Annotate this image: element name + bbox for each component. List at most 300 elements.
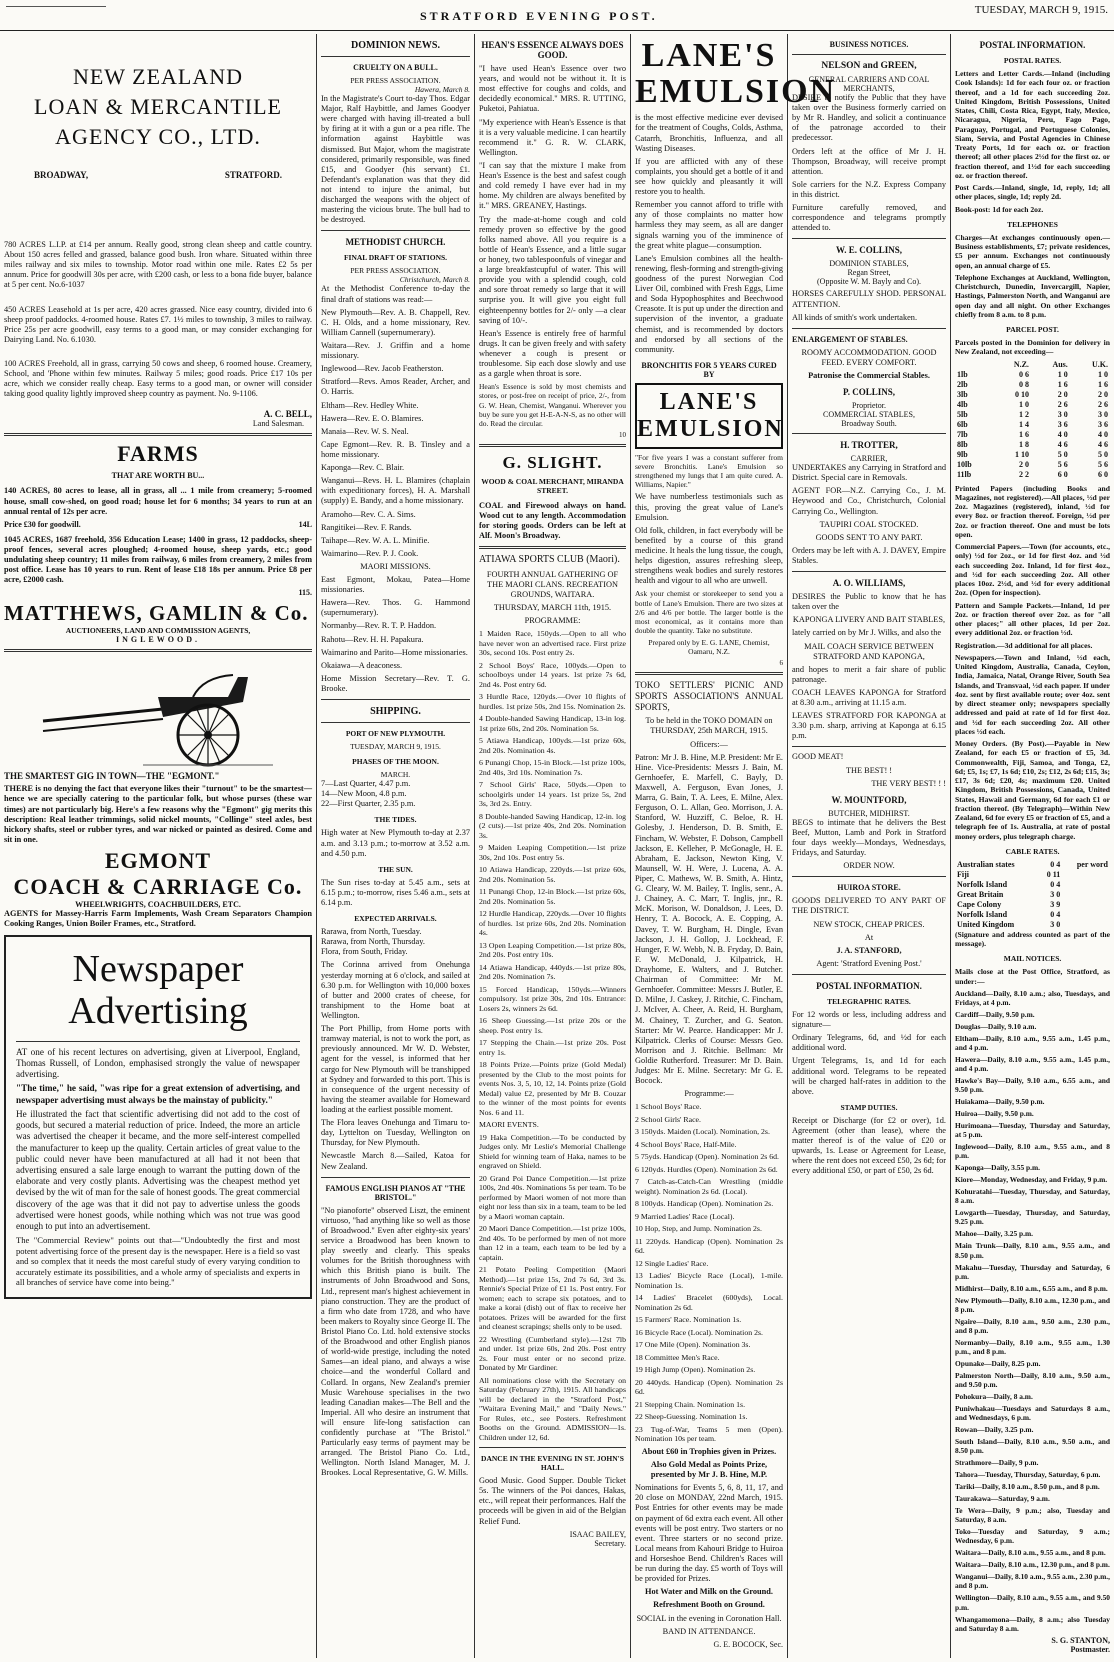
article-para-2: "The time," he said, "was ripe for a great extension of advertising, and newspaper advertising must always be the mainstay of publicity." bbox=[16, 1083, 300, 1105]
atiawa-event: 7 School Girls' Race, 50yds.—Open to schoolgirls under 14 years. 1st prize 5s, 2nd 3s, 3rd 2s. Entry. bbox=[479, 780, 626, 809]
toko-event: 11 220yds. Handicap (Open). Nomination 2s 6d. bbox=[635, 1236, 783, 1256]
parcel-cell: 0 8 bbox=[1018, 379, 1029, 389]
atiawa-event: 6 Punangi Chop, 15-in Block.—1st prize 100s, 2nd 40s, 3rd 10s. Nomination 7s. bbox=[479, 758, 626, 777]
parcel-cell: 5 0 bbox=[1098, 449, 1108, 459]
parcel-cell: 1 6 bbox=[1057, 379, 1068, 389]
toko-event: 1 School Boys' Race. bbox=[635, 1102, 702, 1112]
egmont-gig-ad bbox=[4, 657, 312, 929]
parcel-cell: 11lb bbox=[957, 469, 972, 479]
collins-para: HORSES CAREFULLY SHOD. PERSONAL ATTENTION. bbox=[792, 289, 946, 309]
parcel-cell: 1lb bbox=[957, 369, 968, 379]
lanes-maker: Prepared only by E. G. LANE, Chemist, Oamaru, N.Z. bbox=[648, 638, 770, 657]
parcel-cell: 4 0 bbox=[1057, 429, 1068, 439]
toko-event: 15 Farmers' Race. Nomination 1s. bbox=[635, 1315, 742, 1325]
arrival-item: Flora, from South, Friday. bbox=[321, 947, 408, 957]
egmont-name: EGMONT bbox=[104, 847, 212, 873]
postal-rates-heading: POSTAL RATES. bbox=[1003, 56, 1062, 65]
separator bbox=[16, 1041, 300, 1042]
methodist-para: MAORI MISSIONS. bbox=[360, 561, 431, 571]
cable-cell: Australian states bbox=[957, 859, 1015, 869]
mail-notice-row: New Plymouth—Daily, 8.10 a.m., 12.30 p.m., and 8 p.m. bbox=[955, 1295, 1110, 1314]
toko-event: 18 Committee Men's Race. bbox=[635, 1352, 720, 1362]
gig-caption: THE SMARTEST GIG IN TOWN—THE "EGMONT." bbox=[4, 771, 220, 782]
huiroa-at: At bbox=[864, 932, 874, 942]
toko-date: To be held in the TOKO DOMAIN on THURSDAY, 25th MARCH, 1915. bbox=[645, 716, 773, 736]
mail-notice-row: Kaponga—Daily, 3.55 p.m. bbox=[955, 1163, 1041, 1173]
methodist-para: Normanby—Rev. R. T. P. Haddon. bbox=[321, 621, 437, 631]
cable-cell bbox=[1062, 870, 1110, 880]
parcel-cell: 9lb bbox=[957, 449, 968, 459]
cable-cell: Great Britain bbox=[957, 889, 1004, 899]
listing-780-acres: 780 ACRES L.I.P. at £14 per annum. Really good, strong clean sheep and cattle country. About 150 acres felled and grassed, balance good bush. Iron whare. Situated within three miles railway and six miles to township. Motor road within one mile. Rates £2 5s per annum. Price for goodwill 30s per acre, with £200 cash, or less to a bona fide buyer, balance at 5 per cent. No.6-1037 bbox=[4, 240, 312, 290]
mail-notice-row: Huiakama—Daily, 9.50 p.m. bbox=[955, 1097, 1045, 1107]
collins-stables: DOMINION STABLES, bbox=[829, 259, 909, 269]
atiawa-event: 5 Atiawa Handicap, 100yds.—1st prize 60s, 2nd 20s. Nomination 4s. bbox=[479, 736, 626, 755]
parcel-cell: 2 6 bbox=[1057, 399, 1068, 409]
mail-notice-row: Ngaire—Daily, 8.10 a.m., 9.50 a.m., 2.30 p.m., and 8 p.m. bbox=[955, 1316, 1110, 1335]
williams-para: KAPONGA LIVERY AND BAIT STABLES, bbox=[792, 615, 946, 625]
mail-notice-row: Main Trunk—Daily, 8.10 a.m., 9.55 a.m., and 8.50 p.m. bbox=[955, 1241, 1110, 1260]
separator bbox=[4, 649, 312, 652]
mail-notice-row: Makahu—Tuesday, Thursday and Saturday, 6 p.m. bbox=[955, 1262, 1110, 1281]
meat-line: THE BEST! ! bbox=[845, 765, 893, 775]
methodist-para: Wanganui—Revs. H. L. Blamires (chaplain with expeditionary forces), H. A. Marshall (supply) E. Bandy, and a home missionary. bbox=[321, 476, 470, 506]
cable-cell bbox=[1062, 910, 1110, 920]
cable-row bbox=[955, 870, 1110, 880]
mail-notice-row: Taurakawa—Saturday, 9 a.m. bbox=[955, 1494, 1050, 1504]
tides-heading: THE TIDES. bbox=[374, 815, 417, 825]
cable-cell: per word bbox=[1076, 859, 1108, 869]
separator bbox=[321, 56, 470, 57]
methodist-para: Kaponga—Rev. C. Blair. bbox=[321, 463, 405, 473]
mail-notice-row: Hawera—Daily, 8.10 a.m., 9.55 a.m., 1.45 p.m., and 4 p.m. bbox=[955, 1054, 1110, 1073]
methodist-para: Hawera—Rev. Thos. G. Hammond (supernumerary). bbox=[321, 598, 470, 618]
slight-trade: WOOD & COAL MERCHANT, MIRANDA STREET. bbox=[481, 476, 624, 495]
sun-text: The Sun rises to-day at 5.45 a.m., sets at 6.15 p.m.; to-morrow, rises 5.46 a.m., sets at 6.14 p.m. bbox=[321, 877, 470, 908]
parcel-post-heading: PARCEL POST. bbox=[1006, 325, 1059, 334]
mail-notice-row: Tariki—Daily, 8.10 a.m., 8.50 p.m., and 8 p.m. bbox=[955, 1482, 1100, 1492]
shipping-para: The Corinna arrived from Onehunga yesterday morning at 6 o'clock, and sailed at 6.30 p.m. for Wellington with 10,000 boxes of butter and 2000 crates of cheese, for transhipment to the Home boat at Wellington. bbox=[321, 960, 470, 1020]
article-title-line2: Advertising bbox=[68, 989, 248, 1032]
methodist-para: Cape Egmont—Rev. R. B. Tinsley and a home missionary. bbox=[321, 439, 470, 459]
toko-officers-label: Officers:— bbox=[690, 739, 728, 749]
parcel-row bbox=[955, 390, 1110, 400]
lanes-para: Ask your chemist or storekeeper to send you a bottle of Lane's Emulsion. There are two sizes at 2/6 and 4/6 per bottle. The larger bottle is the most economical, as it contains more than double the quantity. Take no substitute. bbox=[635, 589, 783, 635]
methodist-para: Waimarino and Parito—Home missionaries. bbox=[321, 647, 468, 657]
toko-band: BAND IN ATTENDANCE. bbox=[662, 1626, 756, 1636]
cable-cell: United Kingdom bbox=[957, 919, 1015, 929]
methodist-para: Inglewood—Rev. Jacob Featherston. bbox=[321, 364, 444, 374]
cable-cell: 0 4 bbox=[1050, 909, 1061, 919]
cruelty-heading: CRUELTY ON A BULL. bbox=[353, 63, 438, 72]
toko-event: 20 440yds. Handicap (Open). Nomination 2s 6d. bbox=[635, 1377, 783, 1397]
separator bbox=[792, 238, 946, 239]
toko-event: 9 Married Ladies' Race (Local). bbox=[635, 1211, 735, 1221]
mail-notice-row: Wellington—Daily, 8.10 a.m., 9.55 a.m., and 9.50 p.m. bbox=[955, 1593, 1110, 1612]
atiawa-event: 12 Hurdle Handicap, 220yds.—Over 10 flights of hurdles. 1st prize 60s, 2nd 20s. Nomination 4s. bbox=[479, 909, 626, 938]
cruelty-story: In the Magistrate's Court to-day Thos. Edgar Major, Ralf Haybittle, and James Goodyer were charged with having ill-treated a bull by firing at it with a gun or a pea rifle. The information against Haybittle was dismissed. But Major, whom the magistrate considered, primarily responsible, was fined £15, and Goodyer (his servant) £1. Defendant's explanation was that they did not intend to injure the animal, but discharged the weapons with the object of mastering the vicious brute. The bull had to be destroyed. bbox=[321, 94, 470, 225]
atiawa-event: 19 Haka Competition.—To be conducted by Judges only. Mr Leslie's Memorial Challenge Shield for winning team of Haka, names to be engraved on Shield. bbox=[479, 1132, 626, 1171]
methodist-subheading: FINAL DRAFT OF STATIONS. bbox=[343, 253, 448, 263]
trotter-name: H. TROTTER, bbox=[840, 440, 898, 451]
parcel-cell: 2lb bbox=[957, 379, 968, 389]
shipping-para: Newcastle March 8.—Sailed, Katoa for New Zealand. bbox=[321, 1151, 470, 1171]
parcel-cell: 1 6 bbox=[1098, 379, 1108, 389]
cable-cell: 0 4 bbox=[1050, 879, 1061, 889]
heans-para: "I can say that the mixture I make from Hean's Essence is the best and safest cough and cold remedy I have ever had in my home. My children are always benefited by it." MRS. GREANEY, Hastings. bbox=[479, 160, 626, 211]
cable-row bbox=[955, 920, 1110, 930]
nelson-green-name: NELSON and GREEN, bbox=[821, 61, 917, 71]
stamp-duties-text: Receipt or Discharge (for £2 or over), 1d. Agreement (other than lease), where the matter thereof is of the value of £20 or upwards, 1s. Lease or Agreement for Lease, where the rent does not exceed £50, 2s 6d; for every additional £50, or part of £50, 2s 6d. bbox=[792, 1115, 946, 1176]
cable-row bbox=[955, 910, 1110, 920]
atiawa-event: 14 Atiawa Handicap, 440yds.—1st prize 80s, 2nd 20s. Nomination 7s. bbox=[479, 962, 626, 982]
listing-450-acres: 450 ACRES Leasehold at 1s per acre, 420 acres grassed. Nice easy country, divided into 6 sheep proof paddocks. 4-roomed house. Rates £7. 1½ miles to township, 3 miles to railway. Price 25s per acre goodwill, easy terms to a good man, or may consider exchanging for Dairying Land. No. 6.1030. bbox=[4, 304, 312, 344]
postal-rates-postcards: Post Cards.—Inland, single, 1d, reply, 1d; all other places, single, 1d; reply 2d. bbox=[955, 183, 1110, 202]
separator bbox=[321, 699, 470, 700]
toko-event: 17 One Mile (Open). Nomination 3s. bbox=[635, 1340, 751, 1350]
separator bbox=[4, 433, 312, 436]
methodist-para: Rangitikei—Rev. F. Rands. bbox=[321, 522, 412, 532]
shipping-port: PORT OF NEW PLYMOUTH. bbox=[345, 729, 446, 739]
parcel-row bbox=[955, 380, 1110, 390]
cable-note: (Signature and address counted as part of the message). bbox=[955, 929, 1110, 948]
parcel-cell: 3 0 bbox=[1098, 409, 1108, 419]
methodist-para: At the Methodist Conference to-day the final draft of stations was read:— bbox=[321, 284, 470, 304]
collins-address-note: (Opposite W. M. Bayly and Co). bbox=[817, 277, 921, 287]
atiawa-event: 9 Maiden Leaping Competition.—1st prize 30s, 2nd 10s. Post entry 5s. bbox=[479, 843, 626, 862]
atiawa-event: 22 Wrestling (Cumberland style).—12st 7lb and under. 1st prize 60s, 2nd 20s. Post entry 2s. Four must enter or no second prize. Donated by Mr Gardiner. bbox=[479, 1334, 626, 1373]
parcel-row bbox=[955, 460, 1110, 470]
column-3 bbox=[475, 34, 630, 1658]
atiawa-event: 11 Punangi Chop, 12-in Block.—1st prize 60s, 2nd 20s. Nomination 5s. bbox=[479, 887, 626, 906]
telegraphic-text: For 12 words or less, including address and signature— bbox=[792, 1010, 946, 1030]
atiawa-event: 4 Double-handed Sawing Handicap, 13-in log. 1st prize 60s, 2nd 20s. Nomination 5s. bbox=[479, 714, 626, 733]
methodist-para: New Plymouth—Rev. A. B. Chappell, Rev. C. H. Olds, and a home missionary, Rev. William Cannell (supernumerary). bbox=[321, 307, 470, 337]
mail-notice-row: Kiore—Monday, Wednesday, and Friday, 9 p.m. bbox=[955, 1175, 1108, 1185]
collins-name: W. E. COLLINS, bbox=[836, 245, 902, 256]
methodist-para: East Egmont, Mokau, Patea—Home missionaries. bbox=[321, 575, 470, 595]
column-6 bbox=[951, 34, 1114, 1658]
mail-notice-row: Opunake—Daily, 8.25 p.m. bbox=[955, 1358, 1041, 1368]
separator bbox=[792, 54, 946, 55]
piano-heading: FAMOUS ENGLISH PIANOS AT "THE BRISTOL." bbox=[325, 1183, 466, 1202]
heans-para: Hean's Essence is entirely free of harmful drugs. It can be given freely and with safety whenever a cough is present or troublesome. Sip each dose slowly and use as a gargle when throat is sore. bbox=[479, 328, 626, 379]
parcel-row bbox=[955, 370, 1110, 380]
lanes-emulsion-title: LANE'S EMULSION bbox=[635, 37, 837, 110]
parcel-cell: 3lb bbox=[957, 389, 968, 399]
shipping-para: The Flora leaves Onehunga and Timaru to-day, Lyttelton on Tuesday, Wellington on Thursday, for New Plymouth. bbox=[321, 1118, 470, 1148]
parcel-row bbox=[955, 470, 1110, 480]
williams-para: MAIL COACH SERVICE BETWEEN STRATFORD AND KAPONGA, bbox=[804, 641, 934, 661]
atiawa-event: 17 Stepping the Chain.—1st prize 20s. Post entry 1s. bbox=[479, 1038, 626, 1057]
postmaster-name: S. G. STANTON, bbox=[1051, 1635, 1110, 1645]
mail-notice-row: South Island—Daily, 8.10 a.m., 9.50 a.m., and 8.50 p.m. bbox=[955, 1437, 1110, 1456]
mountford-name: W. MOUNTFORD, bbox=[831, 794, 907, 805]
mountford-text: BEGS to intimate that he delivers the Best Beef, Mutton, Lamb and Pork in Stratford four days weekly—Mondays, Wednesdays, Fridays, and Saturday. bbox=[792, 817, 946, 858]
mail-notice-row: Lowgarth—Tuesday, Thursday, and Saturday, 9.25 p.m. bbox=[955, 1208, 1110, 1227]
parcel-cell: 5 6 bbox=[1057, 459, 1068, 469]
farms-ad bbox=[4, 441, 312, 644]
toko-event: 23 Tug-of-War, Teams 5 men (Open). Nomination 10s per team. bbox=[635, 1424, 783, 1444]
separator bbox=[792, 328, 946, 329]
atiawa-event: 10 Atiawa Handicap, 220yds.—1st prize 60s, 2nd 20s. Nomination 5s. bbox=[479, 865, 626, 884]
postal-rates-bookpost: Book-post: 1d for each 2oz. bbox=[955, 204, 1044, 214]
moon-phase: 7—Last Quarter, 4.47 p.m. bbox=[321, 779, 411, 789]
parcel-row bbox=[955, 420, 1110, 430]
heans-ref: 10 bbox=[619, 430, 626, 439]
parcel-cell: 6 0 bbox=[1098, 469, 1108, 479]
parcel-row bbox=[955, 430, 1110, 440]
mail-notice-row: Mahoe—Daily, 3.25 p.m. bbox=[955, 1229, 1034, 1239]
parcel-cell: 4 6 bbox=[1057, 439, 1068, 449]
heans-heading: HEAN'S ESSENCE ALWAYS DOES GOOD. bbox=[481, 40, 624, 60]
nelson-para: DESIRE to notify the Public that they have taken over the Business formerly carried on by Mr R. Handley, and solicit a continuance of the patronage accorded to their predecessor. bbox=[792, 93, 946, 143]
atiawa-event: 13 Open Leaping Competition.—1st prize 80s, 2nd 20s. Post entry 10s. bbox=[479, 940, 626, 960]
methodist-para: Taihape—Rev. W. A. L. Minifie. bbox=[321, 535, 430, 545]
toko-event: 4 School Boys' Race, Half-Mile. bbox=[635, 1139, 737, 1149]
parcel-table-header bbox=[955, 360, 1110, 370]
shipping-date: TUESDAY, MARCH 9, 1915. bbox=[350, 742, 441, 752]
cable-row bbox=[955, 900, 1110, 910]
parcel-cell: 2 0 bbox=[1057, 389, 1068, 399]
nz-location-right: STRATFORD. bbox=[224, 170, 282, 180]
commercial-stables: COMMERCIAL STABLES, bbox=[823, 410, 915, 420]
heans-para: "My experience with Hean's Essence is that it is a very valuable medicine. I can heartily recommend it." G. R. W. CLARK, Wellington. bbox=[479, 117, 626, 157]
nz-loan-ad bbox=[4, 64, 312, 428]
parcel-column-header: U.K. bbox=[1092, 359, 1108, 369]
cable-cell: 3 0 bbox=[1050, 889, 1061, 899]
parcel-cell: 4lb bbox=[957, 399, 968, 409]
toko-events-list bbox=[635, 1102, 783, 1444]
mail-notice-row: Pohokura—Daily, 8 a.m. bbox=[955, 1391, 1033, 1401]
dance-text: Good Music. Good Supper. Double Ticket 5s. The winners of the Poi dances, Hakas, etc., will repeat their performances. Half the proceeds will be given in aid of the Belgian Relief Fund. bbox=[479, 1476, 626, 1526]
mail-notice-row: Te Wera—Daily, 9 p.m.; also, Tuesday and Saturday, 8 a.m. bbox=[955, 1506, 1110, 1525]
cable-cell: Norfolk Island bbox=[957, 879, 1008, 889]
cable-row bbox=[955, 880, 1110, 890]
parcel-cell: 3 6 bbox=[1098, 419, 1108, 429]
cable-cell: Cape Colony bbox=[957, 899, 1002, 909]
mail-notice-row: Whangamomona—Daily, 8 a.m.; also Tuesday and Saturday 8 a.m. bbox=[955, 1614, 1110, 1633]
gig-illustration bbox=[43, 657, 273, 769]
atiawa-event: 3 Hurdle Race, 120yds.—Over 10 flights of hurdles. 1st prize 50s, 2nd 15s. Nomination 2s. bbox=[479, 692, 626, 711]
lanes-para: We have numberless testimonials such as this, proving the great value of Lane's Emulsion. bbox=[635, 492, 783, 522]
moon-phase: 14—New Moon, 4.8 p.m. bbox=[321, 789, 407, 799]
shipping-para: The Port Phillip, from Home ports with tramway material, is not to work the port, as previously announced. Mr W. D. Webster, agent for the vessel, is informed that her cargo for New Plymouth will be transhipped at Sydney and forwarded to this port. This is in consequence of the urgent necessity of having the steamer available for Homeward loading at the earliest possible moment. bbox=[321, 1024, 470, 1114]
parcel-cell: 10lb bbox=[957, 459, 972, 469]
shipping-heading: SHIPPING. bbox=[370, 706, 421, 718]
mail-notice-row: Wanganui—Daily, 8.10 a.m., 9.55 a.m., 2.30 p.m., and 8 p.m. bbox=[955, 1572, 1110, 1591]
atiawa-event: All nominations close with the Secretary on Saturday (February 27th), 1915. All handicaps will be declared in the "Stratford Post," "Waitara Evening Mail," and "Daily News." For Rules, etc., see Posters. Refreshment Booths on the Ground. ADMISSION—1s. Children under 12, 6d. bbox=[479, 1375, 626, 1442]
lanes-para: Old folk, children, in fact everybody will be benefited by a course of this grand medicine. It heals the lung tissue, the cough, helps digestion, assures refreshing sleep, strengthens weak bodies and surely restores health and vigour to all who are unwell. bbox=[635, 525, 783, 586]
mail-notice-row: Waitara—Daily, 8.10 a.m., 9.55 a.m., and 8 p.m. bbox=[955, 1548, 1106, 1558]
nz-title-line3: AGENCY CO., LTD. bbox=[55, 124, 261, 149]
heans-para: Hean's Essence is sold by most chemists and stores, or post-free on receipt of price, 2/-, from G. W. Hean, Chemist, Wanganui. Wherever you buy be sure you get H-E-A-N-S, as no other will do. Read the circular. bbox=[479, 382, 626, 428]
mail-notices-heading: MAIL NOTICES. bbox=[1003, 954, 1062, 964]
lanes-para: is the most effective medicine ever devised for the treatment of Coughs, Colds, Asthma, Catarrh, Bronchitis, Influenza, and all Wasting Diseases. bbox=[635, 113, 783, 153]
methodist-para: Eltham—Rev. Hedley White. bbox=[321, 400, 419, 410]
cable-row bbox=[955, 860, 1110, 870]
atiawa-event: 1 Maiden Race, 150yds.—Open to all who have never won an advertised race. First prize 30s, second 10s. Post entry 2s. bbox=[479, 629, 626, 658]
mail-notice-row: Auckland—Daily, 8.10 a.m.; also, Tuesdays, and Fridays, at 4 p.m. bbox=[955, 988, 1110, 1007]
toko-hot-water: Hot Water and Milk on the Ground. bbox=[645, 1587, 773, 1597]
parcel-cell: 1 0 bbox=[1057, 369, 1068, 379]
atiawa-event: MAORI EVENTS. bbox=[479, 1120, 539, 1130]
nz-title-line1: NEW ZEALAND bbox=[72, 64, 244, 89]
williams-para: and hopes to merit a fair share of public patronage. bbox=[792, 664, 946, 684]
pattern-packets: Pattern and Sample Packets.—Inland, 1d per 2oz. or fraction thereof over 2oz. as for "all other places;" all other places, 1d per 2oz. every additional 2oz. or fraction ½d. bbox=[955, 600, 1110, 638]
toko-title: TOKO SETTLERS' PICNIC AND SPORTS ASSOCIATION'S ANNUAL SPORTS, bbox=[635, 680, 783, 713]
separator bbox=[792, 433, 946, 434]
piano-text: "No pianoforte" observed Liszt, the eminent virtuoso, "had anything like so well as those of Broadwood." Even after eighty-six years' service a Broadwood has been known to play sweetly and clearly. This speaks volumes for the British thoroughness with which this British piano is built. The instruments of John Broadwood and Sons, Ltd., represent man's highest achievement in piano construction. They are the product of a firm who date from 1728, and who have been makers to Royalty since George II. The Bristol Piano Co. Ltd. hold extensive stocks of the Broadwood and other English pianos of world-wide prestige, including the noted Sames—an ideal piano, and always a wise choice—and the wonderful Collard and Collard. In organs, New Zealand's premier Music Warehouse specialises in the two leading Canadian makes—The Bell and the Imperial. All who desire an instrument that will ensure life-long satisfaction can confidently purchase at "The Bristol." Particularly easy terms of payment may be arranged. The Bristol Piano Co. Ltd., Wellington. North Island Manager, M. J. Brookes. Local Representative, G. W. Mills. bbox=[321, 1205, 470, 1478]
parcel-cell: 6lb bbox=[957, 419, 968, 429]
mail-notice-row: Huiroa—Daily, 9.50 p.m. bbox=[955, 1109, 1034, 1119]
matthews-gamlin-trade: AUCTIONEERS, LAND AND COMMISSION AGENTS, bbox=[65, 626, 251, 636]
toko-event: 19 High Jump (Open). Nomination 2s. bbox=[635, 1365, 756, 1375]
salesman-title: Land Salesman. bbox=[252, 419, 304, 429]
cruelty-dateline: Hawera, March 8. bbox=[414, 85, 470, 94]
arrival-item: Rarawa, from North, Thursday. bbox=[321, 937, 425, 947]
parcel-cell: 3 0 bbox=[1057, 409, 1068, 419]
mail-notices-intro: Mails close at the Post Office, Stratford, as under:— bbox=[955, 967, 1110, 986]
parcel-cell: 1 0 bbox=[1018, 399, 1029, 409]
toko-event: 8 100yds. Handicap (Open). Nomination 2s. bbox=[635, 1199, 774, 1209]
atiawa-subtitle: FOURTH ANNUAL GATHERING OF THE MAORI CLANS. RECREATION GROUNDS, WAITARA. bbox=[486, 569, 619, 599]
mail-notice-row: Kohuratahi—Tuesday, Thursday, and Saturday, 8 a.m. bbox=[955, 1187, 1110, 1206]
methodist-para: Manaia—Rev. W. S. Neal. bbox=[321, 426, 409, 436]
lanes-ref: 6 bbox=[779, 659, 783, 668]
telephones-heading: TELEPHONES bbox=[1007, 219, 1058, 229]
toko-prizes: About £60 in Trophies given in Prizes. bbox=[641, 1446, 777, 1456]
dominion-news-heading: DOMINION NEWS. bbox=[351, 40, 440, 51]
methodist-para: Stratford—Revs. Amos Reader, Archer, and O. Harris. bbox=[321, 377, 470, 397]
collins-address: Regan Street, bbox=[847, 268, 891, 278]
huiroa-text: NEW STOCK, CHEAP PRICES. bbox=[813, 919, 925, 929]
mail-notice-row: Palmerston North—Daily, 8.10 a.m., 9.50 a.m., and 9.50 p.m. bbox=[955, 1370, 1110, 1389]
separator bbox=[792, 876, 946, 877]
arrival-item: Rarawa, from North, Tuesday. bbox=[321, 927, 422, 937]
atiawa-event: 2 School Boys' Race, 100yds.—Open to schoolboys under 14 years. 1st prize 7s 6d, 2nd 4s. Post entry 6d. bbox=[479, 660, 626, 689]
nelson-para: Orders left at the office of Mr J. H. Thompson, Broadway, will receive prompt attention. bbox=[792, 146, 946, 176]
egmont-trade: WHEELWRIGHTS, COACHBUILDERS, ETC. bbox=[75, 899, 241, 909]
article-para-3: He illustrated the fact that scientific advertising did not add to the cost of goods, but secured a material reduction of price. Indeed, the more an article was advertised the cheaper it became, and the more self-interest compelled the manufacturer to keep up the quality. Certain articles of great value to the public could never have been manufactured at all had it not been that advertising ensured a sale large enough to warrant the putting down of the elaborate and very costly plants. Advertising was the cheapest method yet devised by the wit of man for the sale of honest goods. The great commercial discovery of the age was that it did not pay to advertise unless the goods advertised were honest goods, while nothing which was not true was good enough to put into an advertisement. bbox=[16, 1108, 300, 1232]
williams-para: DESIRES the Public to know that he has taken over the bbox=[792, 592, 946, 612]
article-title-line1: Newspaper bbox=[72, 948, 244, 991]
egmont-agents: AGENTS for Massey-Harris Farm Implements, Wash Cream Separators Champion Cooking Ranges, Union Boiler Frames, etc., Stratford. bbox=[4, 908, 312, 929]
sun-heading: THE SUN. bbox=[378, 864, 413, 874]
column-1 bbox=[0, 34, 316, 1658]
moon-heading: PHASES OF THE MOON. bbox=[352, 757, 439, 767]
listing-100-acres: 100 ACRES Freehold, all in grass, carrying 50 cows and sheep, 6 roomed house. Creamery, School, and 'Phone within few minutes. Railway 5 miles; good roads. Price £17 10s per acre, which we consider really cheap. Easy terms to a good man, or owner will consider taking good quality lightly improved sheep country as payment. No. 9-1106. bbox=[4, 358, 312, 399]
parcel-cell: 3 6 bbox=[1057, 419, 1068, 429]
gig-description: THERE is no denying the fact that everyone likes their "turnout" to be the smartest—hence we are specially catering to the particular folk, but whose purses (these war times) are not particularly big. Here's a few reasons why the "Egmont" gig merits this description: Real leather trimmings, solid nickel mounts, "Collinge" steel axles, best hickory shafts, steel or rubber tyres, and war nicked or painted as desired. Come and sit in one. bbox=[4, 784, 312, 844]
column-2 bbox=[317, 34, 474, 1658]
separator bbox=[479, 546, 626, 549]
toko-programme-label: Programme:— bbox=[684, 1089, 734, 1099]
toko-event: 12 Single Ladies' Race. bbox=[635, 1258, 709, 1268]
lanes-para: If you are afflicted with any of these complaints, you should get a bottle of it and see how quickly and pleasantly it will restore you to health. bbox=[635, 156, 783, 197]
parcel-cell: 1 8 bbox=[1018, 439, 1029, 449]
telegraphic-heading: TELEGRAPHIC RATES. bbox=[827, 997, 911, 1007]
farm-listing-1045: 1045 ACRES, 1687 freehold, 356 Education Lease; 1400 in grass, 12 paddocks, sheep-proof fences, several acres ploughed; 4-roomed house, sheep yards, etc.; good undulating sheep country; 11 miles from railway, 6 miles from creamery, 2 miles from post office. Lease has 10 years to run. Rent of lease £18 18s per annum. Price £8 per acre, £2000 cash. bbox=[4, 534, 312, 585]
dance-signature: ISAAC BAILEY, bbox=[569, 1529, 626, 1539]
lanes-testimonial-heading: BRONCHITIS FOR 5 YEARS CURED BY bbox=[641, 360, 777, 379]
huiroa-agent-role: Agent: 'Stratford Evening Post.' bbox=[816, 958, 922, 968]
meat-line: THE VERY BEST! ! ! bbox=[871, 778, 946, 788]
farms-subtitle: THAT ARE WORTH BU... bbox=[111, 471, 205, 481]
mail-notice-row: Eltham—Daily, 8.10 a.m., 9.55 a.m., 1.45 p.m., and 4 p.m. bbox=[955, 1033, 1110, 1052]
commercial-stables-address: Broadway South. bbox=[841, 419, 897, 429]
separator bbox=[792, 571, 946, 572]
collins-para: All kinds of smith's work undertaken. bbox=[792, 312, 918, 322]
parcel-post-table bbox=[955, 360, 1110, 480]
williams-para: COACH LEAVES KAPONGA for Stratford at 8.30 a.m., arriving at 11.15 a.m. bbox=[792, 687, 946, 708]
toko-event: 16 Bicycle Race (Local). Nomination 2s. bbox=[635, 1327, 763, 1337]
separator bbox=[321, 1177, 470, 1178]
egmont-company: COACH & CARRIAGE Co. bbox=[13, 873, 303, 899]
atiawa-event: 20 Grand Poi Dance Competition.—1st prize 100s, 2nd 40s. Nominations 5s per team. To be performed by Maori women of not more than eight nor less than six in a team, team to be led by a Maori woman captain. bbox=[479, 1173, 626, 1221]
trotter-para: TAUPIRI COAL STOCKED. bbox=[819, 519, 919, 529]
toko-officers: Patron: Mr J. B. Hine, M.P. President: Mr E. Hine. Vice-Presidents: Messrs J. Bain, M. Gernhoefer, E. Marfell, C. Bayly, D. Maxwell, A. Ferguson, Evan Jones, J. Marra, G. Bain, T. A. Lees, E. Milne, Alex. Ferguson, O. L. Allan, Geo. Morrison, J. A. Stanford, W. Huzziff, C. Beloe, R. H. Golesby, J. Henderson, D. B. Smith, E. Fincham, W. Webster, F. Dobson, Campbell Jackson, E. Kelleher, P. McGonagle, H. E. Abraham, E. Jackson, Newton King, V. Maunsell, W. H. Were, J. Lucena, A. A. Piper, C. Mathews, W. B. Smith, A. Hintz, G. Cleary, W. M. Bailey, T. Inglis, senr., A. J. Chainey, A. C. Marr, T. Inglis, jnr., R. McK. Morison, W. Donaldson, J. Lees, D. Henry, T. A. Bocock, A. E. Copping, A. Davey, T. W. Burgham, H. Dingle, Evan Jackson, J. H. Gollop, J. Lockhead, F. Hunger, F. W. Webb, N. B. Fryday, D. Bain, F. W. McDonald, J. Kilpatrick, H. Drayhome, E. Walters, and J. Butcher. Chairman of Committee: Mr M. Gernhoefer. Committee: Messrs J. Butler, E. D. Milne, J. Caskey, J. Ritchie, C. Fincham, J. McIver, A. Cheer, A. Reid, H. Burgham, M. Chainey, T. Zurcher, and G. Seaton. Starter: Mr W. Pearce. Handicapper: Mr J. Kilpatrick. Clerks of Course: Messrs Geo. Morrison and J. Ritchie. Bellman: Mr Goldie Rutherford. Treasurer: Mr D. Bain. Judges: Mr E. Milne. Secretary: Mr G. E. Bocock. bbox=[635, 752, 783, 1086]
atiawa-programme-label: PROGRAMME: bbox=[524, 616, 581, 626]
cable-cell bbox=[1062, 890, 1110, 900]
farm-price-140: Price £30 for goodwill. bbox=[4, 519, 81, 529]
parcel-cell: 1 6 bbox=[1018, 429, 1029, 439]
toko-secretary: G. E. BOCOCK, Sec. bbox=[713, 1639, 783, 1649]
postal-info-heading: POSTAL INFORMATION. bbox=[816, 981, 922, 992]
parcel-row bbox=[955, 450, 1110, 460]
article-para-1: AT one of his recent lectures on advertising, given at Liverpool, England, Thomas Russell, of London, emphasised strongly the value of newspaper advertising. bbox=[16, 1046, 300, 1080]
parcel-row bbox=[955, 400, 1110, 410]
nz-title-line2: LOAN & MERCANTILE bbox=[34, 94, 282, 119]
postal-rates-letters: Letters and Letter Cards.—Inland (including Cook Islands): 1d for each four oz. or fraction thereof, and a 1d for each succeeding 2oz. United Kingdom, British Possessions, United States, Chili, Costa Rica, Egypt, Italy, Mexico, Nicaragua, Nigeria, Peru, Fago Pago, Paraguay, Portugal, and Portuguese Colonies, Siam, Servia, and Postal Agencies in Chinese Treaty Ports, 1d for each oz. or fraction thereof; all other places 2½d for the first oz. or fraction thereof, and 1½d for each succeeding oz. or fraction thereof. bbox=[955, 69, 1110, 180]
mail-notice-row: Hawke's Bay—Daily, 9.10 a.m., 6.55 a.m., and 9.50 p.m. bbox=[955, 1076, 1110, 1095]
cable-row bbox=[955, 890, 1110, 900]
p-collins-role: Proprietor. bbox=[852, 401, 886, 411]
enlargement-text: ROOMY ACCOMMODATION. GOOD FEED. EVERY COMFORT. bbox=[801, 347, 937, 367]
huiroa-text: GOODS DELIVERED TO ANY PART OF THE DISTRICT. bbox=[792, 896, 946, 916]
mail-notice-row: Inglewood—Daily, 8.10 a.m., 9.55 a.m., and 8 p.m. bbox=[955, 1142, 1110, 1161]
parcel-row bbox=[955, 440, 1110, 450]
toko-social: SOCIAL in the evening in Coronation Hall. bbox=[636, 1613, 782, 1623]
newspapers-rates: Newspapers.—Town and Inland, ½d each, United Kingdom, Australia, Canada, Ceylon, India, Jamaica, Natal, Orange River, South Sea Islands, and Transvaal, ½d each paper. If under 4oz. sent by first available route; over 4oz. sent by direct steamer only; newspapers specially addressed and paid at rate of 1d for first 4oz. and ½d for each succeeding 2oz. All other places ½d each. bbox=[955, 652, 1110, 736]
atiawa-event: 16 Sheep Guessing.—1st prize 20s or the sheep. Post entry 1s. bbox=[479, 1016, 626, 1035]
parcel-cell: 2 6 bbox=[1098, 399, 1108, 409]
farm-ref-1045: 115. bbox=[298, 588, 312, 598]
p-collins-name: P. COLLINS, bbox=[843, 387, 895, 398]
toko-event: 7 Catch-as-Catch-Can Wrestling (middle weight). Nomination 2s 6d. (Local). bbox=[635, 1177, 783, 1196]
mail-notice-row: Midhirst—Daily, 8.10 a.m., 6.55 a.m., and 8 p.m. bbox=[955, 1283, 1108, 1293]
parcel-cell: 5 0 bbox=[1057, 449, 1068, 459]
cable-cell bbox=[1062, 900, 1110, 910]
atiawa-events-list bbox=[479, 629, 626, 1442]
cable-rates-heading: CABLE RATES. bbox=[1005, 846, 1060, 856]
mountford-order: ORDER NOW. bbox=[843, 861, 895, 871]
mail-notice-row: Normanby—Daily, 8.10 a.m., 9.55 a.m., 1.30 p.m., and 8 p.m. bbox=[955, 1337, 1110, 1356]
mail-notices-list bbox=[955, 989, 1110, 1633]
cable-cell bbox=[1062, 920, 1110, 930]
mail-notice-row: Strathmore—Daily, 9 p.m. bbox=[955, 1458, 1039, 1468]
parcel-cell: 6 0 bbox=[1057, 469, 1068, 479]
methodist-para: Rahotu—Rev. H. H. Papakura. bbox=[321, 634, 424, 644]
methodist-dateline: Christchurch, March 8. bbox=[399, 275, 470, 285]
trotter-trade: CARRIER, bbox=[850, 454, 888, 464]
atiawa-event: 15 Forced Handicap, 150yds.—Winners compulsory. 1st prize 30s, 2nd 10s. Entrance: Losers 2s, winners 2s 6d. bbox=[479, 984, 626, 1013]
salesman-name: A. C. BELL, bbox=[263, 409, 312, 420]
parcel-cell: 4 6 bbox=[1098, 439, 1108, 449]
parcel-cell: 1 2 bbox=[1018, 409, 1029, 419]
nz-location-left: BROADWAY, bbox=[34, 170, 89, 180]
newspaper-advertising-article bbox=[4, 935, 312, 1299]
